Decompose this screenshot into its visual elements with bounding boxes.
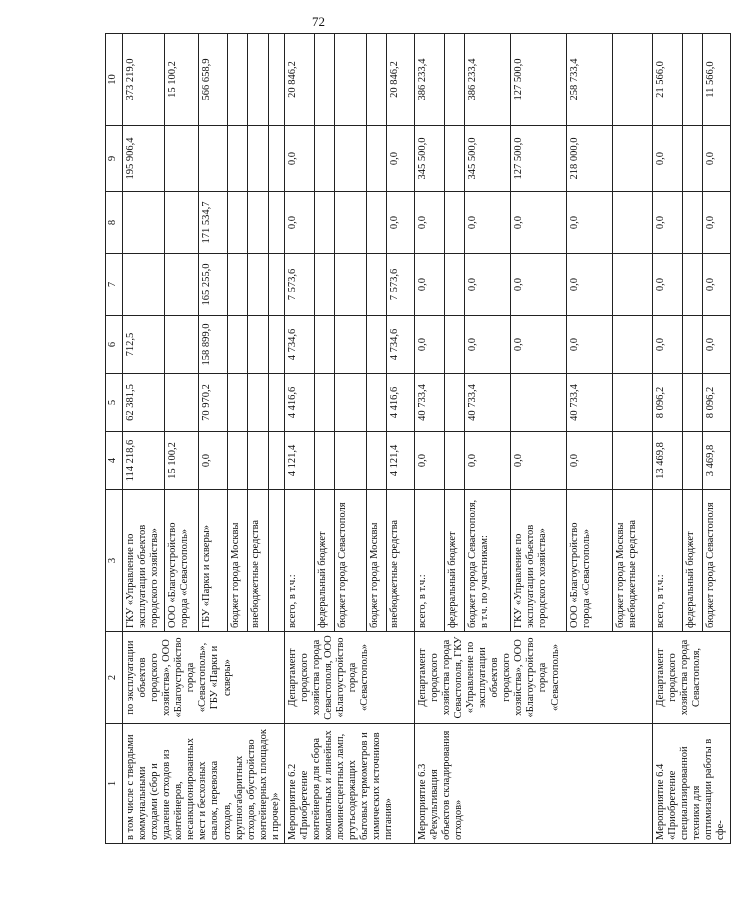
funding-source-cell: бюджет города Москвы — [227, 490, 247, 632]
funding-source-cell: всего, в т.ч.: — [284, 490, 314, 632]
column-header: 1 — [106, 724, 123, 844]
year-value-cell — [227, 432, 247, 490]
year-value-cell: 4 416,6 — [284, 374, 314, 432]
year-value-cell — [334, 254, 366, 316]
total-value-cell: 386 233,4 — [414, 34, 444, 126]
total-value-cell — [268, 34, 284, 126]
funding-source-cell: ГБУ «Парки и скверы» — [199, 490, 227, 632]
table-row — [652, 34, 682, 844]
year-value-cell — [227, 126, 247, 192]
year-value-cell — [444, 374, 464, 432]
total-value-cell — [366, 34, 386, 126]
year-value-cell — [164, 192, 199, 254]
year-value-cell: 7 573,6 — [284, 254, 314, 316]
funding-source-cell: бюджет города Севастополя — [702, 490, 730, 632]
year-value-cell — [334, 192, 366, 254]
funding-source-cell: бюджет города Москвы внебюджетные средства — [612, 490, 652, 632]
year-value-cell: 0,0 — [464, 192, 510, 254]
year-value-cell: 8 096,2 — [652, 374, 682, 432]
year-value-cell: 0,0 — [652, 192, 682, 254]
year-value-cell — [334, 374, 366, 432]
year-value-cell — [314, 126, 334, 192]
year-value-cell: 8 096,2 — [702, 374, 730, 432]
year-value-cell: 0,0 — [652, 254, 682, 316]
funding-source-cell: ООО «Благоустройство города «Севастополь» — [566, 490, 612, 632]
year-value-cell — [612, 432, 652, 490]
activity-cell: Мероприятие 6.4 «Приобретение специализированной техники для оптимизации работы в сфе- — [652, 724, 730, 844]
year-value-cell: 114 218,6 — [123, 432, 165, 490]
funding-source-cell: федеральный бюджет — [682, 490, 702, 632]
year-value-cell: 4 416,6 — [386, 374, 414, 432]
year-value-cell: 345 500,0 — [464, 126, 510, 192]
funding-source-cell: ГКУ «Управление по эксплуатации объектов городского хозяйства» — [123, 490, 165, 632]
year-value-cell — [444, 254, 464, 316]
year-value-cell: 0,0 — [464, 254, 510, 316]
year-value-cell: 0,0 — [702, 254, 730, 316]
year-value-cell: 4 734,6 — [386, 316, 414, 374]
total-value-cell — [314, 34, 334, 126]
year-value-cell — [227, 374, 247, 432]
column-header: 10 — [106, 34, 123, 126]
year-value-cell — [612, 316, 652, 374]
year-value-cell — [612, 254, 652, 316]
year-value-cell — [268, 374, 284, 432]
year-value-cell: 171 534,7 — [199, 192, 227, 254]
year-value-cell — [444, 192, 464, 254]
year-value-cell — [334, 316, 366, 374]
funding-source-cell: федеральный бюджет — [314, 490, 334, 632]
year-value-cell — [248, 192, 268, 254]
year-value-cell — [248, 316, 268, 374]
year-value-cell: 0,0 — [199, 432, 227, 490]
table-body — [123, 34, 731, 844]
table-header-row — [106, 34, 123, 844]
year-value-cell: 4 121,4 — [386, 432, 414, 490]
activity-cell: в том числе с твердыми коммунальными отходами (сбор и удаление отходов из контейнеров, несанкционированных мест и бесхозных свалок, перевозка отходов, крупногабаритных отходов, обустройство контейнерных площадок и прочее)» — [123, 724, 285, 844]
year-value-cell: 7 573,6 — [386, 254, 414, 316]
year-value-cell — [334, 126, 366, 192]
year-value-cell: 0,0 — [702, 126, 730, 192]
responsible-cell: Департамент городского хозяйства города Севастополя, ГКУ «Управление по эксплуатации объектов городского хозяйства», ООО «Благоустройство города «Севастополь» — [414, 632, 652, 724]
year-value-cell — [268, 432, 284, 490]
table-row — [284, 34, 314, 844]
funding-source-cell: ООО «Благоустройство города «Севастополь» — [164, 490, 199, 632]
year-value-cell — [227, 192, 247, 254]
budget-table — [105, 33, 731, 844]
page-number: 72 — [312, 14, 325, 29]
year-value-cell — [612, 126, 652, 192]
year-value-cell — [248, 432, 268, 490]
column-header: 9 — [106, 126, 123, 192]
year-value-cell — [612, 374, 652, 432]
year-value-cell: 0,0 — [510, 432, 566, 490]
funding-source-cell: бюджет города Севастополя — [334, 490, 366, 632]
table-viewport — [105, 34, 727, 844]
year-value-cell — [366, 254, 386, 316]
total-value-cell — [682, 34, 702, 126]
total-value-cell: 15 100,2 — [164, 34, 199, 126]
column-header: 2 — [106, 632, 123, 724]
year-value-cell: 218 000,0 — [566, 126, 612, 192]
total-value-cell: 20 846,2 — [386, 34, 414, 126]
table-row — [123, 34, 165, 844]
year-value-cell — [682, 374, 702, 432]
total-value-cell: 566 658,9 — [199, 34, 227, 126]
year-value-cell: 70 970,2 — [199, 374, 227, 432]
total-value-cell: 258 733,4 — [566, 34, 612, 126]
year-value-cell: 0,0 — [510, 192, 566, 254]
year-value-cell — [164, 316, 199, 374]
year-value-cell — [314, 254, 334, 316]
total-value-cell: 386 233,4 — [464, 34, 510, 126]
year-value-cell — [314, 432, 334, 490]
year-value-cell: 0,0 — [464, 432, 510, 490]
year-value-cell — [612, 192, 652, 254]
year-value-cell: 345 500,0 — [414, 126, 444, 192]
year-value-cell: 0,0 — [566, 432, 612, 490]
year-value-cell — [164, 254, 199, 316]
year-value-cell: 4 734,6 — [284, 316, 314, 374]
year-value-cell: 0,0 — [386, 126, 414, 192]
column-header: 8 — [106, 192, 123, 254]
year-value-cell — [268, 126, 284, 192]
funding-source-cell: бюджет города Севастополя, в т.ч. по участникам: — [464, 490, 510, 632]
year-value-cell: 0,0 — [464, 316, 510, 374]
total-value-cell — [248, 34, 268, 126]
year-value-cell: 0,0 — [566, 192, 612, 254]
year-value-cell — [314, 316, 334, 374]
year-value-cell — [248, 126, 268, 192]
year-value-cell: 0,0 — [386, 192, 414, 254]
funding-source-cell: внебюджетные средства — [248, 490, 268, 632]
total-value-cell: 20 846,2 — [284, 34, 314, 126]
rotated-table-container — [105, 34, 727, 844]
year-value-cell: 0,0 — [284, 192, 314, 254]
year-value-cell: 127 500,0 — [510, 126, 566, 192]
table-row — [414, 34, 444, 844]
responsible-cell: Департамент городского хозяйства города Севастополя, — [652, 632, 730, 724]
year-value-cell — [682, 432, 702, 490]
column-header: 7 — [106, 254, 123, 316]
year-value-cell — [123, 192, 165, 254]
funding-source-cell: ГКУ «Управление по эксплуатации объектов городского хозяйства» — [510, 490, 566, 632]
total-value-cell — [227, 34, 247, 126]
year-value-cell: 0,0 — [414, 432, 444, 490]
activity-cell: Мероприятие 6.2 «Приобретение контейнеров для сбора компактных и линейных люминесцентных ламп, ртутьсодержащих бытовых термометров и химических источников питания» — [284, 724, 414, 844]
year-value-cell: 40 733,4 — [414, 374, 444, 432]
year-value-cell — [444, 126, 464, 192]
year-value-cell — [268, 254, 284, 316]
year-value-cell — [268, 192, 284, 254]
year-value-cell: 0,0 — [414, 192, 444, 254]
year-value-cell: 195 906,4 — [123, 126, 165, 192]
funding-source-cell: федеральный бюджет — [444, 490, 464, 632]
year-value-cell — [510, 374, 566, 432]
funding-source-cell: всего, в т.ч.: — [652, 490, 682, 632]
year-value-cell — [314, 192, 334, 254]
year-value-cell — [682, 126, 702, 192]
column-header: 4 — [106, 432, 123, 490]
year-value-cell — [444, 432, 464, 490]
year-value-cell — [248, 374, 268, 432]
year-value-cell: 165 255,0 — [199, 254, 227, 316]
total-value-cell: 11 566,0 — [702, 34, 730, 126]
year-value-cell: 40 733,4 — [464, 374, 510, 432]
year-value-cell: 712,5 — [123, 316, 165, 374]
total-value-cell: 127 500,0 — [510, 34, 566, 126]
total-value-cell — [612, 34, 652, 126]
total-value-cell — [334, 34, 366, 126]
year-value-cell — [366, 192, 386, 254]
year-value-cell — [444, 316, 464, 374]
year-value-cell: 0,0 — [414, 316, 444, 374]
year-value-cell: 15 100,2 — [164, 432, 199, 490]
year-value-cell: 0,0 — [702, 316, 730, 374]
year-value-cell — [248, 254, 268, 316]
year-value-cell: 0,0 — [510, 254, 566, 316]
year-value-cell — [334, 432, 366, 490]
year-value-cell: 4 121,4 — [284, 432, 314, 490]
year-value-cell — [227, 316, 247, 374]
year-value-cell — [199, 126, 227, 192]
total-value-cell: 21 566,0 — [652, 34, 682, 126]
column-header: 5 — [106, 374, 123, 432]
year-value-cell — [366, 126, 386, 192]
year-value-cell — [227, 254, 247, 316]
column-header: 3 — [106, 490, 123, 632]
year-value-cell: 0,0 — [510, 316, 566, 374]
year-value-cell — [123, 254, 165, 316]
activity-cell: Мероприятие 6.3 «Рекультивация объектов складирования отходов» — [414, 724, 652, 844]
year-value-cell — [366, 316, 386, 374]
year-value-cell: 0,0 — [652, 316, 682, 374]
funding-source-cell: внебюджетные средства — [386, 490, 414, 632]
year-value-cell: 3 469,8 — [702, 432, 730, 490]
funding-source-cell: бюджет города Москвы — [366, 490, 386, 632]
responsible-cell: Департамент городского хозяйства города Севастополя, ООО «Благоустройство города «Севастополь» — [284, 632, 414, 724]
year-value-cell — [314, 374, 334, 432]
total-value-cell — [444, 34, 464, 126]
year-value-cell: 62 381,5 — [123, 374, 165, 432]
year-value-cell: 13 469,8 — [652, 432, 682, 490]
year-value-cell — [682, 192, 702, 254]
year-value-cell: 0,0 — [566, 316, 612, 374]
year-value-cell: 40 733,4 — [566, 374, 612, 432]
year-value-cell — [682, 316, 702, 374]
year-value-cell — [682, 254, 702, 316]
year-value-cell — [164, 126, 199, 192]
year-value-cell — [366, 374, 386, 432]
funding-source-cell: всего, в т.ч.: — [414, 490, 444, 632]
year-value-cell: 158 899,0 — [199, 316, 227, 374]
year-value-cell — [366, 432, 386, 490]
year-value-cell: 0,0 — [284, 126, 314, 192]
year-value-cell — [268, 316, 284, 374]
funding-source-cell — [268, 490, 284, 632]
year-value-cell: 0,0 — [414, 254, 444, 316]
total-value-cell: 373 219,0 — [123, 34, 165, 126]
year-value-cell: 0,0 — [566, 254, 612, 316]
column-header: 6 — [106, 316, 123, 374]
year-value-cell: 0,0 — [652, 126, 682, 192]
responsible-cell: по эксплуатации объектов городского хозяйства», ООО «Благоустройство города «Севастополь», ГБУ «Парки и скверы» — [123, 632, 285, 724]
year-value-cell: 0,0 — [702, 192, 730, 254]
year-value-cell — [164, 374, 199, 432]
